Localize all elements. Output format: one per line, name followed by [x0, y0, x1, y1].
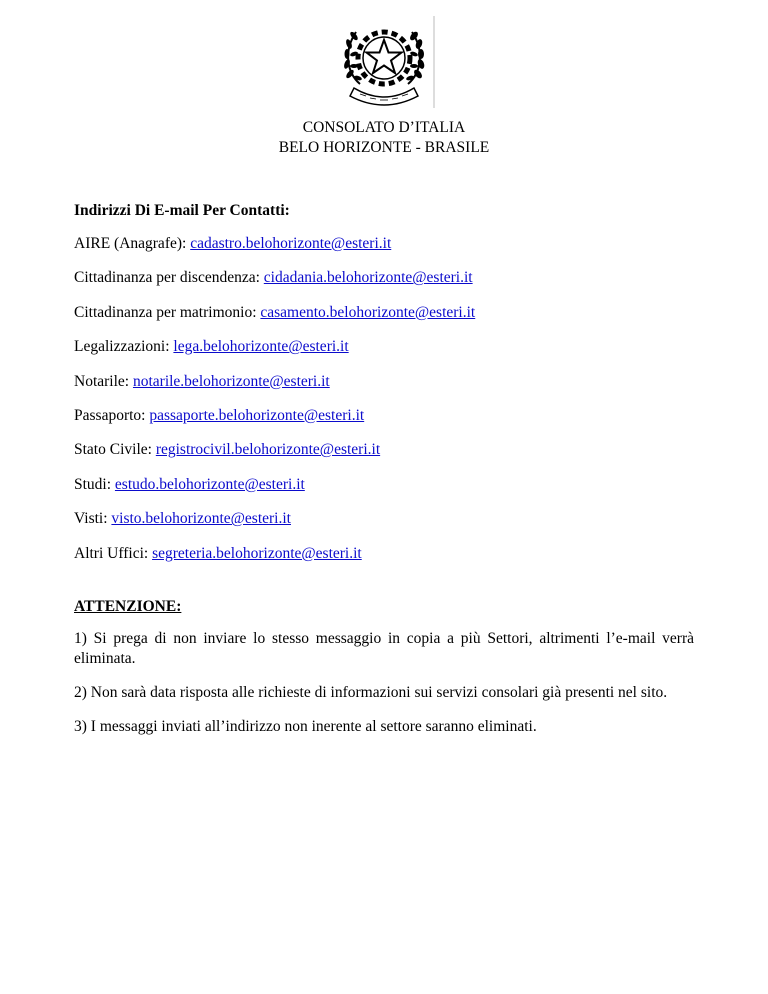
email-link[interactable]: cidadania.belohorizonte@esteri.it [263, 269, 473, 287]
attention-title: ATTENZIONE: [74, 598, 182, 615]
contact-label: Studi: [74, 475, 115, 493]
contact-label: Altri Uffici: [74, 544, 153, 562]
email-link[interactable]: segreteria.belohorizonte@esteri.it [152, 544, 362, 562]
note-item: 3) I messaggi inviati all’indirizzo non inerente al settore saranno eliminati. [74, 718, 537, 735]
contact-label: Stato Civile: [74, 441, 156, 459]
email-link[interactable]: estudo.belohorizonte@esteri.it [114, 475, 305, 493]
contacts-list [74, 234, 694, 578]
contacts-title: Indirizzi Di E-mail Per Contatti: [74, 202, 290, 219]
contact-cittadinanza-discendenza [74, 268, 694, 288]
contact-legalizzazioni [74, 337, 694, 357]
email-link[interactable]: notarile.belohorizonte@esteri.it [132, 372, 330, 390]
italian-republic-emblem [336, 14, 436, 110]
note-item: 1) Si prega di non inviare lo stesso messaggio in copia a più Settori, altrimenti l’e-mail verrà eliminata. [74, 630, 694, 667]
notes-list [74, 629, 694, 751]
contact-label: Passaporto: [74, 406, 150, 424]
note-item: 2) Non sarà data risposta alle richieste di informazioni sui servizi consolari già presenti nel sito. [74, 684, 668, 701]
consulate-name: CONSOLATO D’ITALIA [302, 119, 466, 136]
email-link[interactable]: cadastro.belohorizonte@esteri.it [190, 235, 392, 252]
contact-label: Notarile: [74, 372, 133, 390]
email-link[interactable]: passaporte.belohorizonte@esteri.it [149, 406, 365, 424]
contact-visti [74, 509, 694, 529]
contact-notarile [74, 372, 694, 392]
contact-studi [74, 475, 694, 495]
contact-label: Visti: [74, 510, 112, 528]
contact-label: Legalizzazioni: [74, 338, 174, 356]
contact-label: Cittadinanza per discendenza: [74, 269, 264, 287]
consulate-location: BELO HORIZONTE - BRASILE [278, 139, 490, 156]
contact-altri-uffici [74, 544, 694, 564]
email-link[interactable]: casamento.belohorizonte@esteri.it [260, 303, 476, 321]
contact-passaporto [74, 406, 694, 426]
contact-label: Cittadinanza per matrimonio: [74, 303, 261, 321]
email-link[interactable]: visto.belohorizonte@esteri.it [111, 510, 291, 528]
contact-stato-civile [74, 440, 694, 460]
contact-cittadinanza-matrimonio [74, 303, 694, 323]
contact-label: AIRE (Anagrafe): [74, 235, 191, 252]
contact-aire [74, 234, 694, 254]
email-link[interactable]: registrocivil.belohorizonte@esteri.it [155, 441, 381, 459]
email-link[interactable]: lega.belohorizonte@esteri.it [173, 338, 349, 356]
